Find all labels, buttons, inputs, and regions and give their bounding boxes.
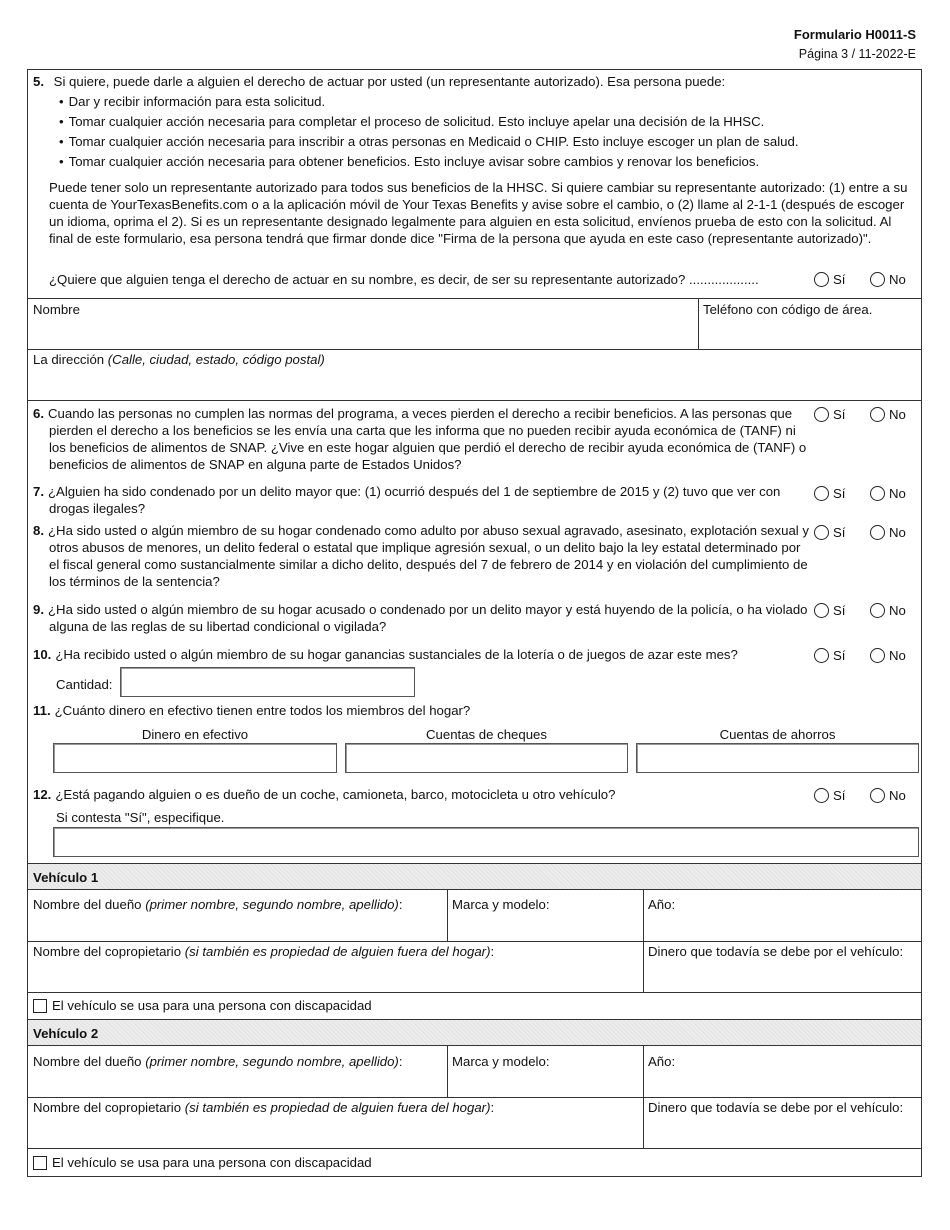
no-label: No: [889, 603, 906, 618]
q7-number: 7.: [33, 484, 44, 499]
address-label: La dirección: [33, 352, 105, 367]
vehicle-1-year-field[interactable]: Año:: [648, 897, 676, 912]
q9-question: [33, 601, 813, 635]
disability-label: El vehículo se usa para una persona con discapacidad: [52, 998, 372, 1013]
yes-label: Sí: [833, 648, 846, 663]
q6-question: [33, 405, 813, 474]
q7-text: ¿Alguien ha sido condenado por un delito mayor que: (1) ocurrió después del 1 de septiembre de 2015 y (2) tuvo que ver con drogas ilegales?: [48, 484, 781, 517]
no-label: No: [889, 525, 906, 540]
savings-label: Cuentas de ahorros: [719, 727, 836, 742]
specify-input[interactable]: [53, 827, 919, 857]
radio-circle[interactable]: [870, 272, 885, 287]
radio-circle[interactable]: [870, 648, 885, 663]
q11-question: [33, 702, 470, 719]
radio-circle[interactable]: [814, 788, 829, 803]
q8-yes-radio[interactable]: [814, 524, 845, 541]
q7-question: [33, 483, 813, 517]
q10-no-radio[interactable]: [870, 647, 906, 664]
checkbox-box[interactable]: [33, 999, 47, 1013]
q5-intro: [33, 73, 725, 90]
form-frame: [27, 69, 922, 1177]
radio-circle[interactable]: [870, 788, 885, 803]
yes-label: Sí: [833, 407, 846, 422]
checkbox-box[interactable]: [33, 1156, 47, 1170]
radio-circle[interactable]: [814, 648, 829, 663]
vehicle-1-coowner-field[interactable]: Nombre del copropietario (si también es propiedad de alguien fuera del hogar):: [33, 944, 495, 959]
radio-circle[interactable]: [814, 407, 829, 422]
radio-circle[interactable]: [870, 525, 885, 540]
q5-paragraph: Puede tener solo un representante autorizado para todos sus beneficios de la HHSC. Si quiere cambiar su representante autorizado: (1) entre a su cuenta de YourTexasBenefits.com o a la aplicación móvil de Your Texas Benefits y avise sobre el cambio, o (2) llame al 2-1-1 (después de escoger un idioma, oprima el 2). Si es un representante designado legalmente para alguien en esta solicitud, envíenos prueba de esto con la solicitud. Al final de este formulario, esa persona tendrá que firmar donde dice "Firma de la persona que ayuda en este caso (representante autorizado)".: [49, 180, 908, 247]
q10-number: 10.: [33, 647, 52, 662]
disability-label: El vehículo se usa para una persona con discapacidad: [52, 1155, 372, 1170]
checking-label: Cuentas de cheques: [426, 727, 547, 742]
q5-bullet: • Tomar cualquier acción necesaria para completar el proceso de solicitud. Esto incluye apelar una decisión de la HHSC.: [59, 113, 764, 130]
q5-no-radio[interactable]: [870, 271, 906, 288]
checking-input[interactable]: [345, 743, 628, 773]
q6-number: 6.: [33, 406, 44, 421]
vehicle-2-year-field[interactable]: Año:: [648, 1054, 676, 1069]
q5-yes-radio[interactable]: [814, 271, 845, 288]
q8-text: ¿Ha sido usted o algún miembro de su hogar condenado como adulto por abuso sexual agravado, asesinato, explotación sexual y otros abusos de menores, un delito federal o estatal que implique agresión sexual, o un delito bajo la ley estatal determinado por el fiscal general como sustancialmente similar a dicho delito, después del 7 de febrero de 2014 y en violación del cumplimiento de los términos de la sentencia?: [48, 523, 809, 590]
vehicle-1-disability-checkbox[interactable]: [33, 997, 372, 1014]
vehicle-1-title: Vehículo 1: [33, 870, 99, 885]
q12-text: ¿Está pagando alguien o es dueño de un coche, camioneta, barco, motocicleta u otro vehículo?: [55, 787, 616, 802]
no-label: No: [889, 272, 906, 287]
q5-intro-text: Si quiere, puede darle a alguien el derecho de actuar por usted (un representante autorizado). Esa persona puede:: [53, 74, 726, 89]
q8-question: [33, 522, 813, 591]
vehicle-2-coowner-field[interactable]: Nombre del copropietario (si también es propiedad de alguien fuera del hogar):: [33, 1100, 495, 1115]
vehicle-1-owner-field[interactable]: Nombre del dueño (primer nombre, segundo nombre, apellido):: [33, 897, 403, 912]
specify-label: Si contesta "Sí", especifique.: [56, 810, 225, 825]
form-header: [794, 27, 916, 62]
savings-input[interactable]: [636, 743, 919, 773]
q9-yes-radio[interactable]: [814, 602, 845, 619]
no-label: No: [889, 788, 906, 803]
q10-yes-radio[interactable]: [814, 647, 845, 664]
radio-circle[interactable]: [814, 272, 829, 287]
radio-circle[interactable]: [814, 486, 829, 501]
vehicle-2-owed-field[interactable]: Dinero que todavía se debe por el vehículo:: [648, 1100, 904, 1115]
q5-question: ¿Quiere que alguien tenga el derecho de actuar en su nombre, es decir, de ser su representante autorizado? ...................: [49, 272, 759, 287]
q7-yes-radio[interactable]: [814, 485, 845, 502]
yes-label: Sí: [833, 525, 846, 540]
rep-phone-field[interactable]: Teléfono con código de área.: [703, 302, 873, 317]
no-label: No: [889, 407, 906, 422]
q9-text: ¿Ha sido usted o algún miembro de su hogar acusado o condenado por un delito mayor y está huyendo de la policía, o ha violado alguna de las reglas de su libertad condicional o vigilada?: [48, 602, 808, 635]
owner-label: Nombre del dueño: [33, 897, 142, 912]
q6-text: Cuando las personas no cumplen las normas del programa, a veces pierden el derecho a recibir beneficios. A las personas que pierden el derecho a los beneficios se les envía una carta que les informa que no pueden recibir ayuda económica de (TANF) ni los beneficios de alimentos de SNAP. ¿Vive en este hogar alguien que perdió el derecho de recibir ayuda económica de (TANF) o beneficios de alimentos de SNAP en alguna parte de Estados Unidos?: [48, 406, 807, 473]
page-info: Página 3 / 11-2022-E: [798, 46, 916, 61]
cash-label: Dinero en efectivo: [141, 727, 249, 742]
yes-label: Sí: [833, 603, 846, 618]
no-label: No: [889, 486, 906, 501]
q6-yes-radio[interactable]: [814, 406, 845, 423]
q9-number: 9.: [33, 602, 44, 617]
q7-no-radio[interactable]: [870, 485, 906, 502]
radio-circle[interactable]: [870, 486, 885, 501]
q5-number: 5.: [33, 74, 44, 89]
q5-bullet: • Tomar cualquier acción necesaria para inscribir a otras personas en Medicaid o CHIP. Esto incluye escoger un plan de salud.: [59, 133, 798, 150]
q5-bullet: • Tomar cualquier acción necesaria para obtener beneficios. Esto incluye avisar sobre cambios y renovar los beneficios.: [59, 153, 759, 170]
coowner-label: Nombre del copropietario: [33, 944, 182, 959]
q10-text: ¿Ha recibido usted o algún miembro de su hogar ganancias sustanciales de la lotería o de juegos de azar este mes?: [55, 647, 738, 662]
q9-no-radio[interactable]: [870, 602, 906, 619]
q12-number: 12.: [33, 787, 52, 802]
no-label: No: [889, 648, 906, 663]
amount-input[interactable]: [120, 667, 415, 697]
vehicle-1-make-field[interactable]: Marca y modelo:: [452, 897, 550, 912]
amount-label: Cantidad:: [56, 677, 113, 692]
q6-no-radio[interactable]: [870, 406, 906, 423]
vehicle-2-disability-checkbox[interactable]: [33, 1154, 372, 1171]
rep-name-field[interactable]: Nombre: [33, 302, 80, 317]
vehicle-2-make-field[interactable]: Marca y modelo:: [452, 1054, 550, 1069]
radio-circle[interactable]: [814, 525, 829, 540]
address-hint: (Calle, ciudad, estado, código postal): [107, 352, 325, 367]
yes-label: Sí: [833, 486, 846, 501]
vehicle-2-header: [28, 1019, 921, 1046]
rep-address-field[interactable]: [33, 351, 325, 368]
q11-number: 11.: [33, 703, 51, 718]
cash-input[interactable]: [53, 743, 337, 773]
q10-question: [33, 646, 813, 663]
vehicle-2-title: Vehículo 2: [33, 1026, 99, 1041]
q5-bullet: • Dar y recibir información para esta solicitud.: [59, 93, 325, 110]
yes-label: Sí: [833, 272, 846, 287]
coowner-hint: (si también es propiedad de alguien fuera del hogar): [184, 1100, 491, 1115]
vehicle-1-header: [28, 863, 921, 890]
yes-label: Sí: [833, 788, 846, 803]
q11-text: ¿Cuánto dinero en efectivo tienen entre todos los miembros del hogar?: [54, 703, 471, 718]
radio-circle[interactable]: [870, 407, 885, 422]
vehicle-2-owner-field[interactable]: Nombre del dueño (primer nombre, segundo nombre, apellido):: [33, 1054, 403, 1069]
coowner-label: Nombre del copropietario: [33, 1100, 182, 1115]
form-id: Formulario H0011-S: [793, 27, 916, 42]
owner-label: Nombre del dueño: [33, 1054, 142, 1069]
q12-yes-radio[interactable]: [814, 787, 845, 804]
radio-circle[interactable]: [814, 603, 829, 618]
q8-number: 8.: [33, 523, 44, 538]
owner-hint: (primer nombre, segundo nombre, apellido): [145, 897, 399, 912]
vehicle-1-owed-field[interactable]: Dinero que todavía se debe por el vehículo:: [648, 944, 904, 959]
q8-no-radio[interactable]: [870, 524, 906, 541]
q12-no-radio[interactable]: [870, 787, 906, 804]
coowner-hint: (si también es propiedad de alguien fuera del hogar): [184, 944, 491, 959]
q12-question: [33, 786, 813, 803]
owner-hint: (primer nombre, segundo nombre, apellido): [145, 1054, 399, 1069]
radio-circle[interactable]: [870, 603, 885, 618]
